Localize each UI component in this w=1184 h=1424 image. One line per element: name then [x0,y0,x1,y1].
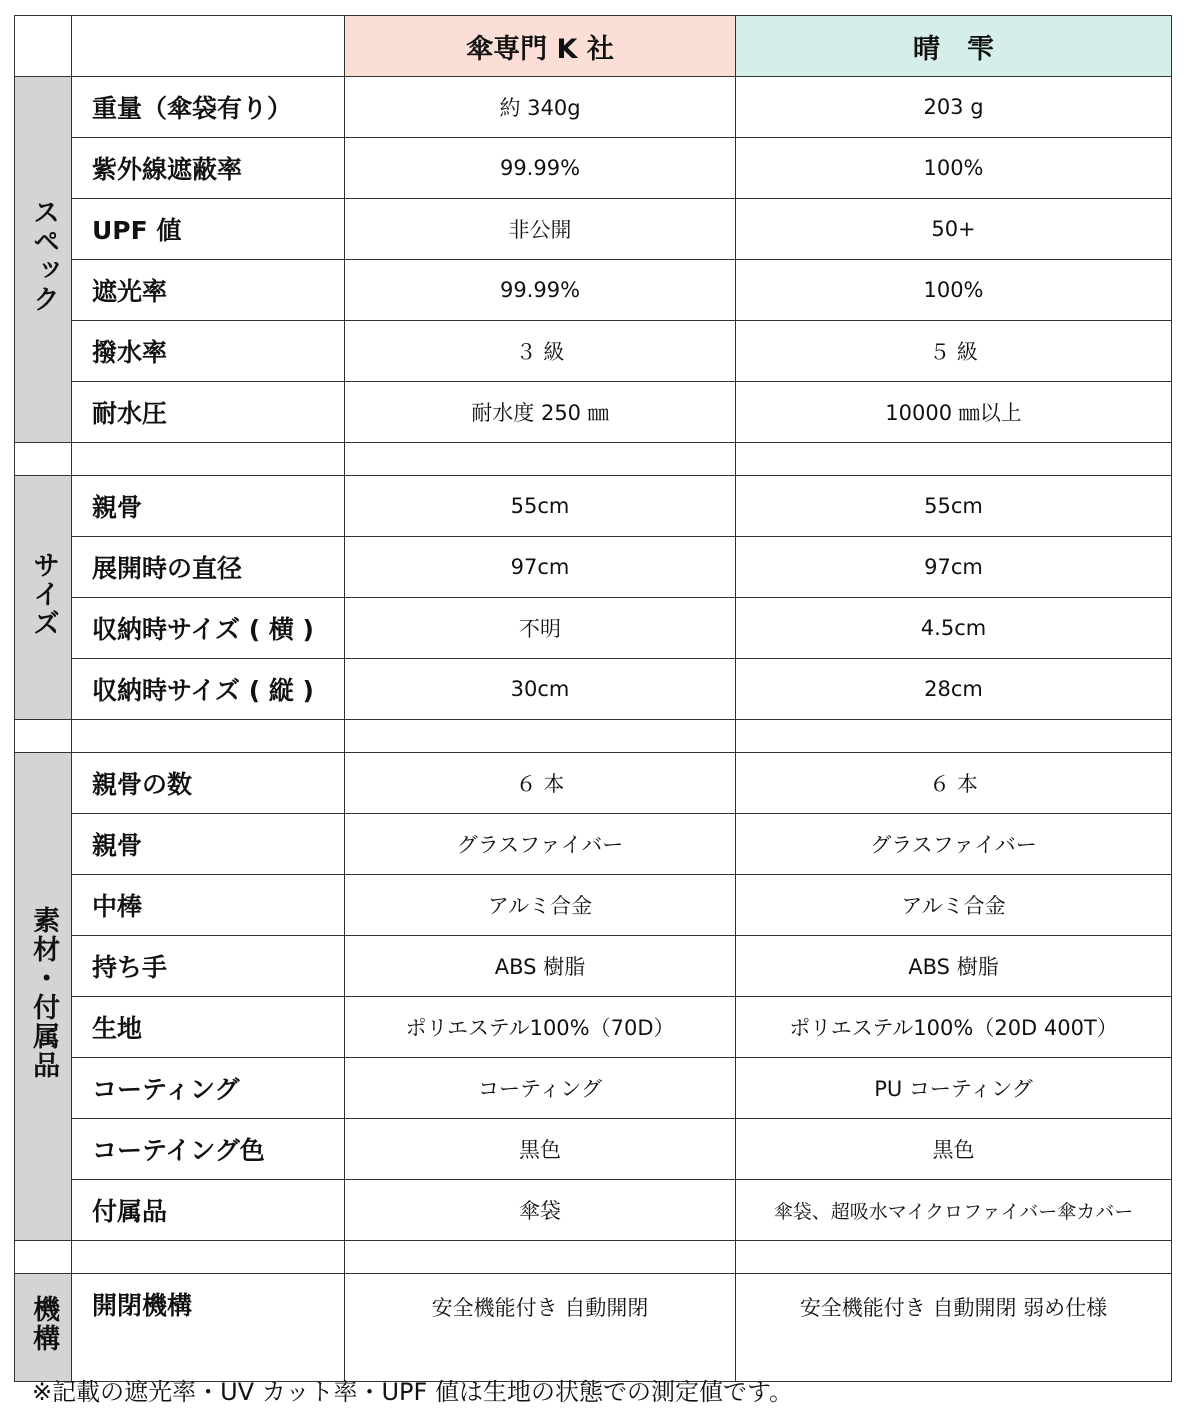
value-a: ABS 樹脂 [345,936,736,997]
row-label: UPF 値 [72,199,345,260]
spacer-cell [736,443,1172,476]
corner-cell [15,16,72,77]
row-label: 展開時の直径 [72,537,345,598]
spacer-cell [15,720,72,753]
table-row [15,138,1172,199]
value-b: 97cm [736,537,1172,598]
row-label: 生地 [72,997,345,1058]
category-material: 素材・付属品 [15,753,72,1241]
row-label: 付属品 [72,1180,345,1241]
value-b: 55cm [736,476,1172,537]
table-row [15,382,1172,443]
value-a: アルミ合金 [345,875,736,936]
value-b: アルミ合金 [736,875,1172,936]
table-row [15,77,1172,138]
value-a: グラスファイバー [345,814,736,875]
spacer-row [15,1241,1172,1274]
spacer-row [15,443,1172,476]
table-row [15,659,1172,720]
value-b: ５ 級 [736,321,1172,382]
value-b: 10000 ㎜以上 [736,382,1172,443]
table-row [15,1119,1172,1180]
value-a: コーティング [345,1058,736,1119]
value-a: 耐水度 250 ㎜ [345,382,736,443]
value-a: 安全機能付き 自動開閉 [345,1274,736,1382]
value-b: ポリエステル100%（20D 400T） [736,997,1172,1058]
table-row [15,537,1172,598]
table-row [15,260,1172,321]
spacer-cell [72,443,345,476]
row-label: 親骨の数 [72,753,345,814]
category-spec: スペック [15,77,72,443]
row-label: 収納時サイズ ( 縦 ) [72,659,345,720]
spacer-cell [72,1241,345,1274]
value-b: PU コーティング [736,1058,1172,1119]
category-size: サイズ [15,476,72,720]
value-b: 安全機能付き 自動開閉 弱め仕様 [736,1274,1172,1382]
row-label: 遮光率 [72,260,345,321]
spacer-cell [15,1241,72,1274]
value-a: 傘袋 [345,1180,736,1241]
value-a: ３ 級 [345,321,736,382]
row-label: 親骨 [72,476,345,537]
value-b: 100% [736,138,1172,199]
table-row [15,598,1172,659]
row-label: 開閉機構 [72,1274,345,1382]
table-row [15,1274,1172,1382]
brand-b-header: 晴 雫 [736,16,1172,77]
spacer-cell [15,443,72,476]
spacer-row [15,720,1172,753]
value-b: 傘袋、超吸水マイクロファイバー傘カバー [736,1180,1172,1241]
value-a: 97cm [345,537,736,598]
value-a: 非公開 [345,199,736,260]
value-a: 99.99% [345,138,736,199]
table-row [15,199,1172,260]
value-b: 黒色 [736,1119,1172,1180]
row-label: 紫外線遮蔽率 [72,138,345,199]
value-a: 99.99% [345,260,736,321]
value-b: ABS 樹脂 [736,936,1172,997]
spacer-cell [736,1241,1172,1274]
row-label: 耐水圧 [72,382,345,443]
comparison-table [14,15,1172,1382]
category-mechanism: 機構 [15,1274,72,1382]
row-label: 持ち手 [72,936,345,997]
table-row [15,875,1172,936]
spacer-cell [345,1241,736,1274]
value-a: 不明 [345,598,736,659]
value-b: グラスファイバー [736,814,1172,875]
header-row [15,16,1172,77]
value-a: ポリエステル100%（70D） [345,997,736,1058]
row-label: 収納時サイズ ( 横 ) [72,598,345,659]
value-a: ６ 本 [345,753,736,814]
value-a: 30cm [345,659,736,720]
spacer-cell [72,720,345,753]
table-row [15,1058,1172,1119]
spacer-cell [345,443,736,476]
row-label: コーテイング色 [72,1119,345,1180]
corner-cell [72,16,345,77]
value-b: 203 g [736,77,1172,138]
row-label: 重量（傘袋有り） [72,77,345,138]
row-label: コーティング [72,1058,345,1119]
row-label: 撥水率 [72,321,345,382]
value-a: 約 340g [345,77,736,138]
spacer-cell [345,720,736,753]
table-row [15,936,1172,997]
table-row [15,1180,1172,1241]
row-label: 中棒 [72,875,345,936]
row-label: 親骨 [72,814,345,875]
value-b: 4.5cm [736,598,1172,659]
value-b: 28cm [736,659,1172,720]
footnote: ※記載の遮光率・UV カット率・UPF 値は生地の状態での測定値です。 [32,1378,794,1406]
value-b: 50+ [736,199,1172,260]
value-b: 100% [736,260,1172,321]
spacer-cell [736,720,1172,753]
table-row [15,814,1172,875]
value-a: 55cm [345,476,736,537]
table-row [15,753,1172,814]
table-row [15,997,1172,1058]
value-b: ６ 本 [736,753,1172,814]
table-row [15,476,1172,537]
brand-a-header: 傘専門 K 社 [345,16,736,77]
table-row [15,321,1172,382]
value-a: 黒色 [345,1119,736,1180]
